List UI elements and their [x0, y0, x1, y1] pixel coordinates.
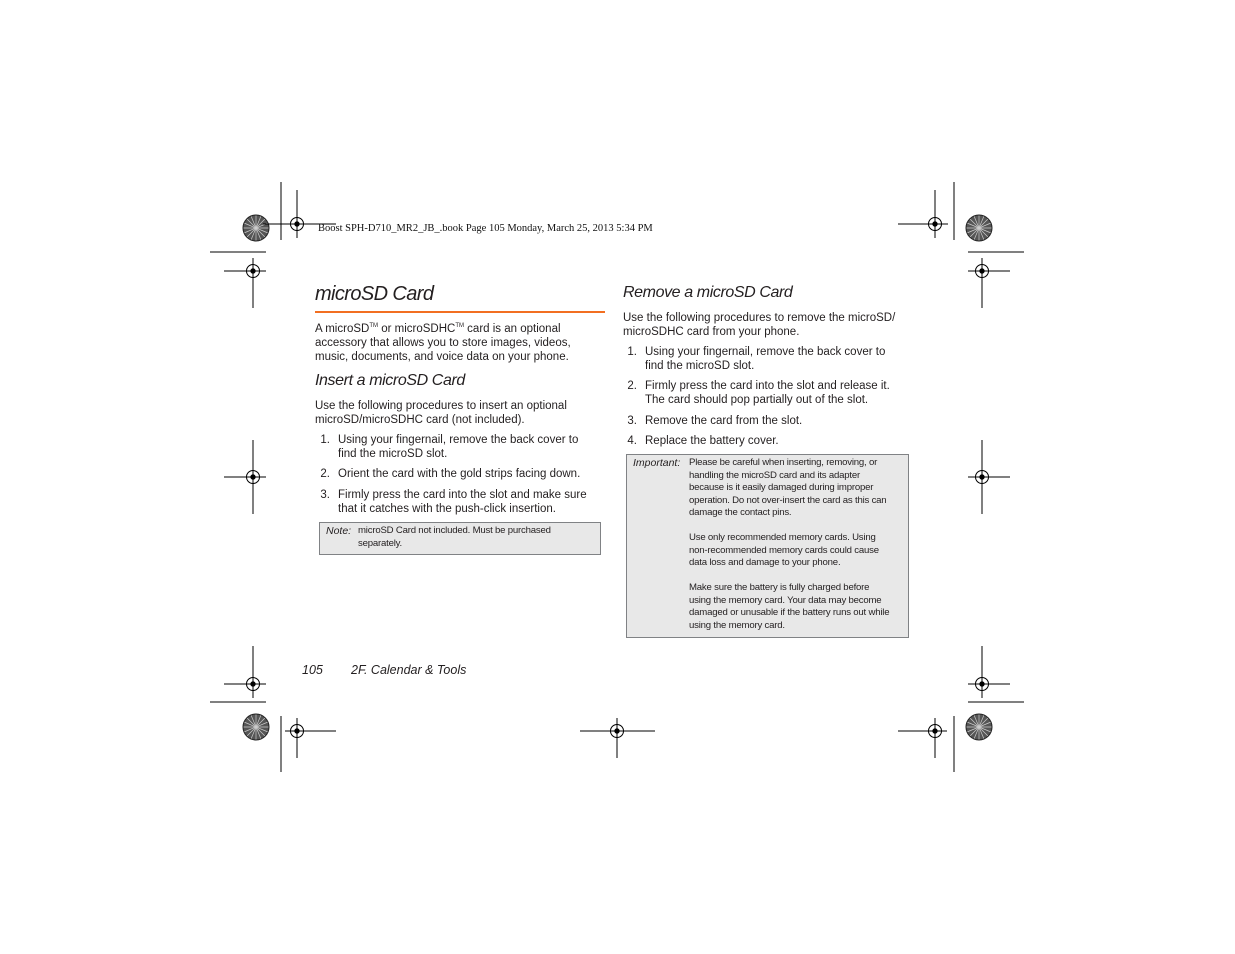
- intro-line-3: music, documents, and voice data on your phone.: [315, 350, 569, 363]
- note-box: [319, 522, 601, 555]
- important-para-3: Make sure the battery is fully charged before using the memory card. Your data may become damaged or unusable if the battery runs out while using the memory card.: [689, 582, 890, 631]
- remove-intro: Use the following procedures to remove the microSD/ microSDHC card from your phone.: [623, 312, 896, 338]
- section-title: 2F. Calendar & Tools: [351, 663, 467, 677]
- page-title: microSD Card: [315, 283, 605, 313]
- intro-line-2: accessory that allows you to store images, videos,: [315, 336, 571, 349]
- important-label: Important:: [633, 457, 681, 469]
- important-box: [626, 454, 909, 638]
- important-para-1: Please be careful when inserting, removing, or handling the microSD card and its adapter because is it easily damaged during improper operation. Do not over-insert the card as this can damage the contact pins.: [689, 457, 887, 518]
- note-label: Note:: [326, 525, 352, 537]
- intro-line-1: A microSD™ or microSDHC™ card is an optional: [315, 322, 561, 335]
- note-text: microSD Card not included. Must be purchased separately.: [358, 525, 551, 549]
- insert-intro: Use the following procedures to insert an optional microSD/microSDHC card (not included).: [315, 400, 567, 426]
- print-header-info: Boost SPH-D710_MR2_JB_.book Page 105 Monday, March 25, 2013 5:34 PM: [318, 223, 653, 234]
- starburst-mark-icon: [243, 215, 269, 241]
- remove-heading: Remove a microSD Card: [623, 284, 793, 301]
- starburst-mark-icon: [966, 215, 992, 241]
- important-para-2: Use only recommended memory cards. Using non-recommended memory cards could cause data loss and damage to your phone.: [689, 532, 879, 568]
- insert-heading: Insert a microSD Card: [315, 372, 465, 389]
- starburst-mark-icon: [243, 714, 269, 740]
- page-number: 105: [302, 663, 323, 677]
- starburst-mark-icon: [966, 714, 992, 740]
- intro-paragraph: [315, 319, 615, 364]
